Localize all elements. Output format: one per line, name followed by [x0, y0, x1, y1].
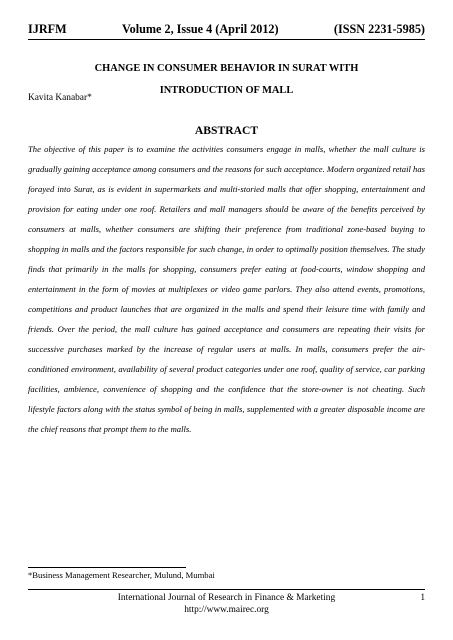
issue-info: Volume 2, Issue 4 (April 2012) [121, 22, 279, 36]
running-header [28, 22, 425, 36]
author-name: Kavita Kanabar* [28, 93, 92, 103]
title-line-1: CHANGE IN CONSUMER BEHAVIOR IN SURAT WITH [94, 63, 359, 74]
header-divider [28, 39, 425, 40]
footer-url[interactable]: http://www.mairec.org [184, 605, 269, 615]
author-footnote: *Business Management Researcher, Mulund, Mumbai [28, 570, 215, 580]
title-line-2: INTRODUCTION OF MALL [159, 85, 294, 96]
footnote-divider [28, 567, 186, 568]
abstract-heading: ABSTRACT [194, 124, 259, 137]
issn: (ISSN 2231-5985) [333, 22, 425, 36]
footer-divider [28, 589, 425, 590]
footer-journal-name: International Journal of Research in Finance & Marketing [117, 593, 336, 603]
page-number: 1 [420, 593, 425, 603]
abstract-text: The objective of this paper is to examine the activities consumers engage in malls, whether the mall culture is gradually gaining acceptance among consumers and the reasons for such acceptance. Modern organized retail has forayed into Surat, as is evident in supermarkets and multi-storied malls that offer shopping, entertainment and provision for eating under one roof. Retailers and mall managers should be aware of the benefits perceived by consumers at malls, whether consumers are shifting their preference from traditional zone-based buying to shopping in malls and the factors responsible for such change, in order to optimally position themselves. The study finds that primarily in the malls for shopping, consumers prefer eating at food-courts, window shopping and entertainment in the form of movies at multiplexes or video game parlors. They also attend events, promotions, competitions and product launches that are organized in the malls and spend their leisure time with family and friends. Over the period, the mall culture has gained acceptance and consumers are repeating their visits for successive purchases marked by the increase of regular users at malls. In malls, consumers prefer the air-conditioned environment, availability of several product categories under one roof, quality of service, car parking facilities, ambience, convenience of shopping and the confidence that the store-owner is not cheating. Such lifestyle factors along with the status symbol of being in malls, supplemented with a greater disposable income are the chief reasons that prompt them to the malls. [28, 144, 425, 434]
running-footer [28, 592, 425, 616]
journal-abbreviation: IJRFM [28, 22, 67, 36]
